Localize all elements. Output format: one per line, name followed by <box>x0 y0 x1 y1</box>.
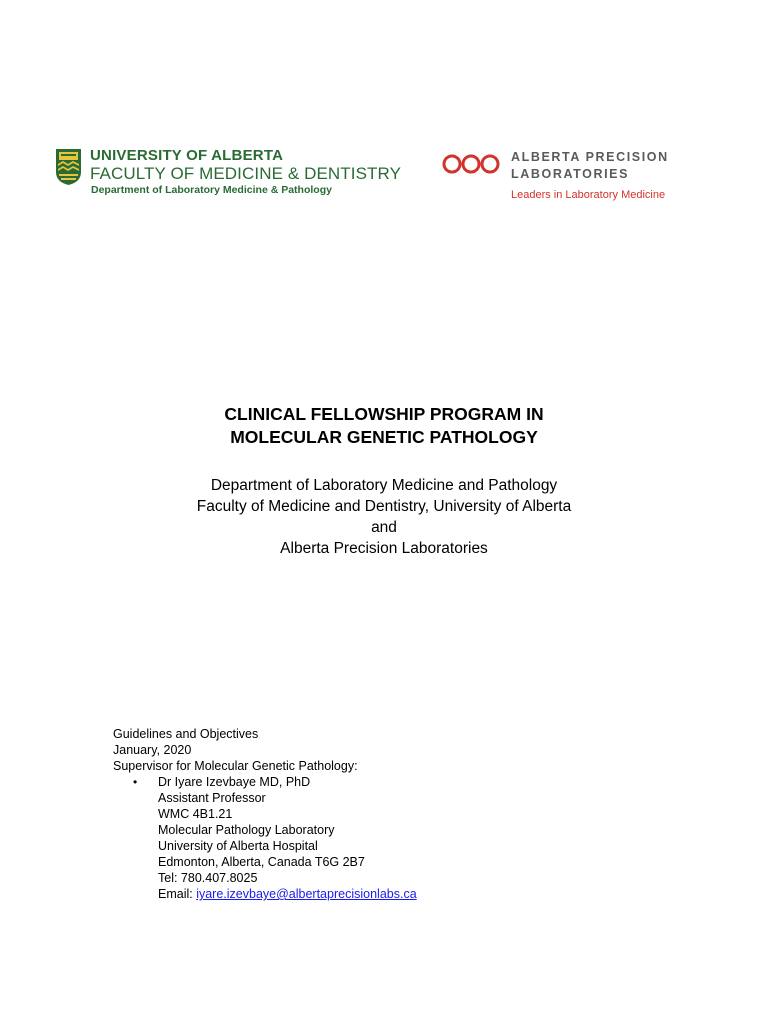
supervisor-heading: Supervisor for Molecular Genetic Pathology: <box>113 759 358 773</box>
doc-type: Guidelines and Objectives <box>113 727 259 741</box>
department-name: Department of Laboratory Medicine & Pathology <box>91 184 332 196</box>
bullet-icon: • <box>133 775 138 789</box>
contact-city: Edmonton, Alberta, Canada T6G 2B7 <box>158 855 365 869</box>
apl-name-line1: ALBERTA PRECISION <box>511 150 669 164</box>
contact-office: WMC 4B1.21 <box>158 807 233 821</box>
faculty-name: FACULTY OF MEDICINE & DENTISTRY <box>90 164 402 183</box>
email-link[interactable]: iyare.izevbaye@albertaprecisionlabs.ca <box>196 887 417 901</box>
contact-email-row <box>158 886 673 902</box>
contact-name: Dr Iyare Izevbaye MD, PhD <box>158 775 311 789</box>
rings-icon <box>442 153 500 175</box>
subtitle-line-2: Faculty of Medicine and Dentistry, University of Alberta <box>196 498 572 515</box>
alberta-precision-laboratories-logo <box>442 147 702 207</box>
doc-date: January, 2020 <box>113 743 192 757</box>
title-line-2: MOLECULAR GENETIC PATHOLOGY <box>230 427 538 447</box>
document-title <box>0 403 768 449</box>
title-line-1: CLINICAL FELLOWSHIP PROGRAM IN <box>224 404 544 424</box>
shield-icon <box>55 148 82 186</box>
university-of-alberta-logo <box>55 147 402 203</box>
email-label: Email: <box>158 887 197 901</box>
supervisor-contact <box>113 774 673 902</box>
subtitle-line-3: and <box>371 519 397 536</box>
apl-name-line2: LABORATORIES <box>511 167 630 181</box>
document-subtitle <box>0 475 768 559</box>
subtitle-line-4: Alberta Precision Laboratories <box>280 540 488 557</box>
contact-hospital: University of Alberta Hospital <box>158 839 318 853</box>
contact-position: Assistant Professor <box>158 791 266 805</box>
document-details <box>113 726 673 902</box>
apl-tagline: Leaders in Laboratory Medicine <box>511 189 666 201</box>
subtitle-line-1: Department of Laboratory Medicine and Pathology <box>210 477 558 494</box>
university-name: UNIVERSITY OF ALBERTA <box>90 147 284 164</box>
contact-tel: Tel: 780.407.8025 <box>158 871 258 885</box>
contact-lab: Molecular Pathology Laboratory <box>158 823 335 837</box>
